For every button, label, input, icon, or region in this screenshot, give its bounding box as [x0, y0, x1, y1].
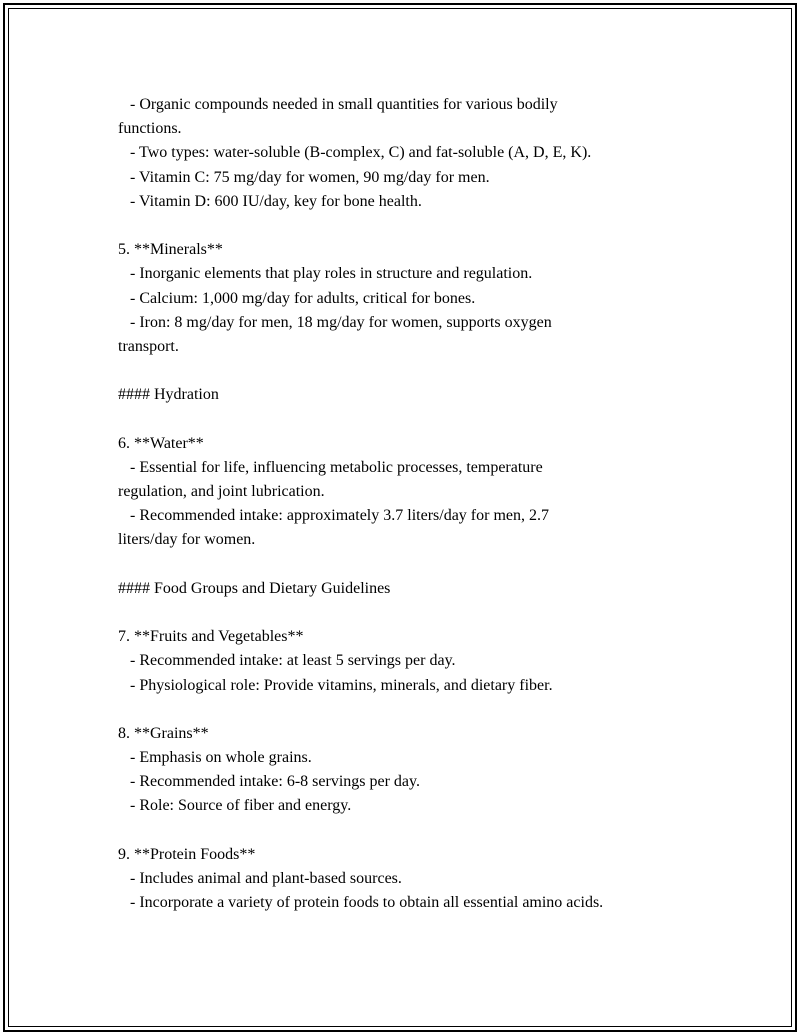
text-line: - Essential for life, influencing metabolic processes, temperature	[118, 458, 543, 476]
section-heading-water: 6. **Water**	[118, 434, 204, 452]
section-heading-grains: 8. **Grains**	[118, 724, 209, 742]
text-line: - Role: Source of fiber and energy.	[118, 797, 352, 815]
text-line: - Physiological role: Provide vitamins, minerals, and dietary fiber.	[118, 676, 553, 694]
text-line: - Calcium: 1,000 mg/day for adults, critical for bones.	[118, 289, 476, 307]
text-line: - Recommended intake: 6-8 servings per day.	[118, 773, 420, 791]
text-line: - Incorporate a variety of protein foods to obtain all essential amino acids.	[118, 894, 604, 912]
blank-line	[118, 819, 688, 843]
text-line: - Iron: 8 mg/day for men, 18 mg/day for women, supports oxygen	[118, 313, 552, 331]
blank-line	[118, 407, 688, 431]
blank-line	[118, 359, 688, 383]
text-line: - Includes animal and plant-based sources.	[118, 870, 402, 887]
section-heading-protein-foods: 9. **Protein Foods**	[118, 845, 256, 863]
text-line: - Recommended intake: at least 5 servings per day.	[118, 652, 456, 670]
blank-line	[118, 698, 688, 722]
section-heading-minerals: 5. **Minerals**	[118, 241, 223, 259]
text-line: - Two types: water-soluble (B-complex, C) and fat-soluble (A, D, E, K).	[118, 144, 592, 162]
text-line: - Recommended intake: approximately 3.7 liters/day for men, 2.7	[118, 507, 549, 525]
text-line: - Emphasis on whole grains.	[118, 749, 312, 767]
text-line: - Vitamin D: 600 IU/day, key for bone health.	[118, 192, 422, 210]
subheading-hydration: #### Hydration	[118, 386, 219, 404]
subheading-food-groups: #### Food Groups and Dietary Guidelines	[118, 579, 391, 597]
text-line: - Inorganic elements that play roles in structure and regulation.	[118, 265, 533, 283]
section-heading-fruits-vegetables: 7. **Fruits and Vegetables**	[118, 628, 304, 646]
blank-line	[118, 601, 688, 625]
text-line: - Organic compounds needed in small quantities for various bodily	[118, 96, 558, 113]
blank-line	[118, 553, 688, 577]
text-line: regulation, and joint lubrication.	[118, 483, 325, 500]
text-line: functions.	[118, 120, 182, 138]
blank-line	[118, 214, 688, 238]
text-line: transport.	[118, 337, 179, 355]
document-body	[118, 93, 688, 915]
text-line: liters/day for women.	[118, 531, 256, 549]
text-line: - Vitamin C: 75 mg/day for women, 90 mg/day for men.	[118, 168, 490, 186]
